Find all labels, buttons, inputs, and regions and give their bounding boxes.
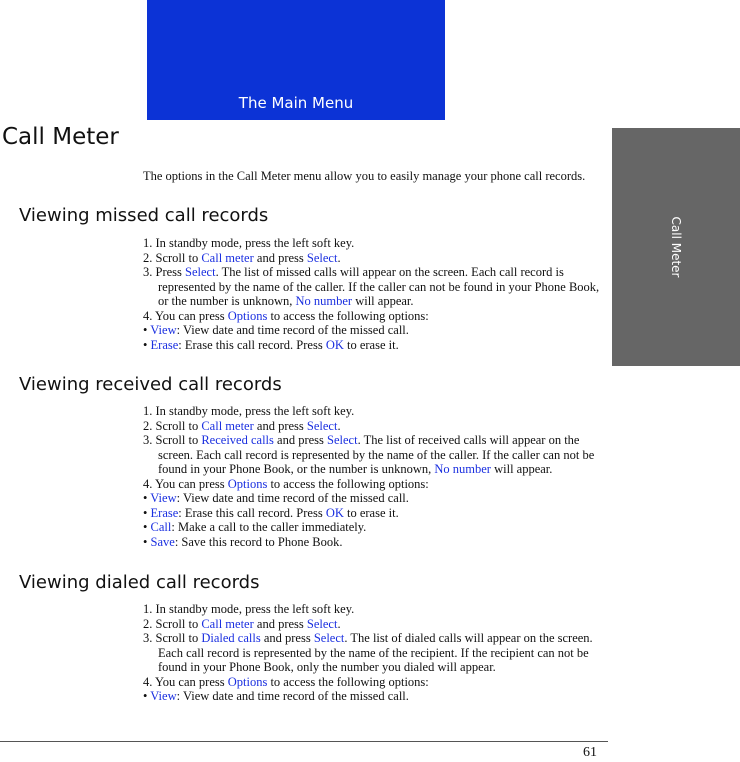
- side-tab-label: Call Meter: [669, 216, 683, 278]
- dialed-call-steps: [143, 602, 605, 704]
- menu-term: Received calls: [201, 433, 274, 447]
- step-item: 2. Scroll to Call meter and press Select.: [143, 616, 341, 631]
- menu-term: Dialed calls: [201, 631, 261, 645]
- menu-term: Select: [327, 433, 358, 447]
- menu-term: View: [150, 491, 177, 505]
- banner-title: The Main Menu: [238, 94, 354, 112]
- menu-term: Select: [185, 265, 216, 279]
- option-bullet: • Call: Make a call to the caller immediately.: [143, 520, 367, 534]
- menu-term: Options: [227, 308, 268, 323]
- step-item: 4. You can press Options to access the following options:: [143, 674, 429, 689]
- step-item: 1. In standby mode, press the left soft key.: [143, 236, 355, 250]
- option-bullet: • Save: Save this record to Phone Book.: [143, 534, 343, 549]
- intro-paragraph: The options in the Call Meter menu allow you to easily manage your phone call records.: [143, 169, 586, 183]
- option-bullet: • Erase: Erase this call record. Press OK to erase it.: [143, 337, 399, 352]
- menu-term: Erase: [150, 505, 179, 520]
- option-bullet: • Erase: Erase this call record. Press OK to erase it.: [143, 505, 399, 520]
- step-item: 3. Press Select. The list of missed calls will appear on the screen. Each call record is represented by the name of the caller. If the caller can not be found in your Phone Book, or the number is unknown, No number will appear.: [143, 265, 600, 308]
- chapter-side-tab: [612, 128, 740, 366]
- step-item: 4. You can press Options to access the following options:: [143, 476, 429, 491]
- option-bullet: • View: View date and time record of the missed call.: [143, 689, 409, 703]
- footer-divider: [0, 741, 608, 742]
- menu-term: View: [150, 323, 177, 337]
- option-bullet: • View: View date and time record of the missed call.: [143, 491, 409, 505]
- menu-term: Select: [306, 616, 338, 631]
- step-item: 1. In standby mode, press the left soft key.: [143, 404, 355, 418]
- menu-term: Call meter: [201, 250, 254, 265]
- missed-call-steps: [143, 236, 605, 352]
- page-number: 61: [583, 745, 597, 760]
- menu-term: No number: [295, 294, 353, 308]
- menu-term: Save: [150, 534, 175, 549]
- menu-term: Select: [306, 250, 338, 265]
- menu-term: No number: [434, 462, 491, 476]
- section-heading-missed: Viewing missed call records: [19, 205, 269, 226]
- menu-term: Call: [150, 520, 172, 534]
- section-heading-dialed: Viewing dialed call records: [19, 572, 260, 593]
- step-item: 3. Scroll to Received calls and press Select. The list of received calls will appear on the screen. Each call record is represented by the name of the caller. If the caller can not be found in your Phone Book, or the number is unknown, No number will appear.: [143, 433, 595, 476]
- step-item: 2. Scroll to Call meter and press Select.: [143, 250, 341, 265]
- option-bullet: • View: View date and time record of the missed call.: [143, 323, 409, 337]
- menu-term: View: [150, 689, 177, 703]
- section-heading-received: Viewing received call records: [19, 374, 282, 395]
- menu-term: Select: [306, 418, 338, 433]
- step-item: 4. You can press Options to access the following options:: [143, 308, 429, 323]
- menu-term: Select: [313, 631, 345, 645]
- menu-term: Options: [227, 674, 268, 689]
- menu-term: OK: [325, 505, 344, 520]
- menu-term: Erase: [150, 337, 179, 352]
- menu-term: OK: [325, 337, 344, 352]
- step-item: 3. Scroll to Dialed calls and press Select. The list of dialed calls will appear on the screen. Each call record is represented by the name of the recipient. If the recipient can not be found in your Phone Book, only the number you dialed will appear.: [143, 631, 593, 674]
- menu-term: Call meter: [201, 418, 254, 433]
- step-item: 2. Scroll to Call meter and press Select.: [143, 418, 341, 433]
- page-title: Call Meter: [2, 124, 119, 150]
- menu-term: Call meter: [201, 616, 254, 631]
- main-menu-banner: [147, 0, 445, 120]
- step-item: 1. In standby mode, press the left soft key.: [143, 602, 355, 616]
- menu-term: Options: [227, 476, 268, 491]
- received-call-steps: [143, 404, 605, 549]
